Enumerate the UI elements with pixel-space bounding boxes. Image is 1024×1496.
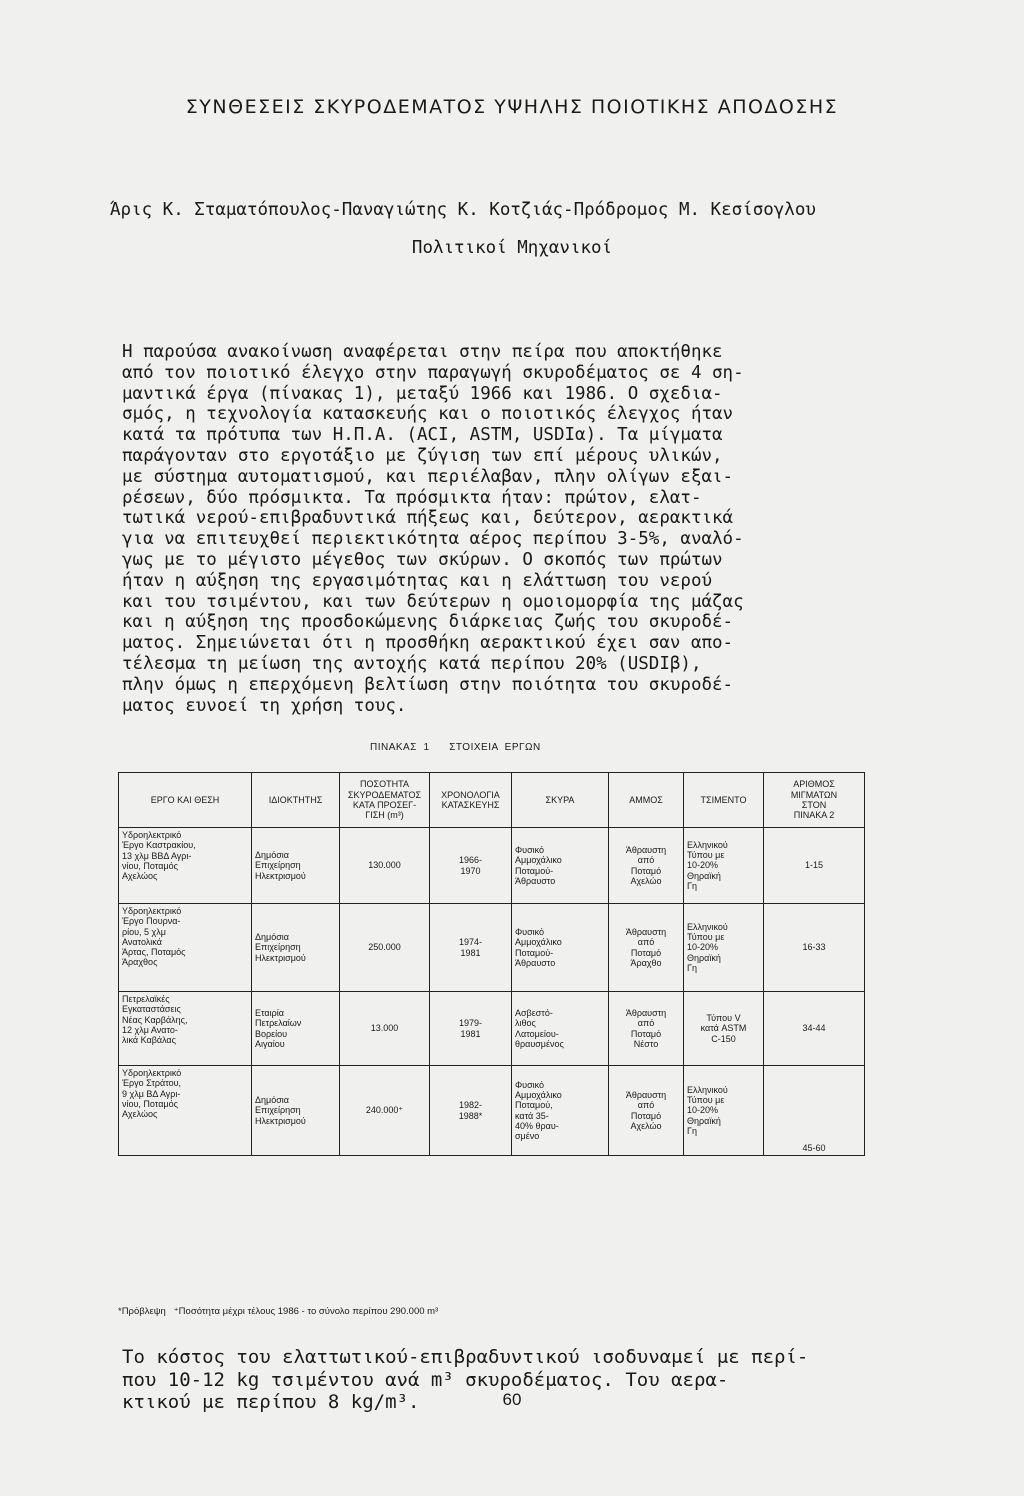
cement-cell: Τύπου V κατά ASTM C-150 xyxy=(684,992,764,1066)
mixes-cell: 1-15 xyxy=(764,828,865,904)
paper-title: ΣΥΝΘΕΣΕΙΣ ΣΚΥΡΟΔΕΜΑΤΟΣ ΥΨΗΛΗΣ ΠΟΙΟΤΙΚΗΣ ΑΠΟΔΟΣΗΣ xyxy=(185,96,839,118)
paragraph-line: ματος ευνοεί τη χρήση τους. xyxy=(122,695,407,716)
sand-cell: Άθραυστη από Ποταμό Αχελώο xyxy=(609,1066,684,1156)
paragraph-line: κτικού με περίπου 8 kg/m³. xyxy=(122,1391,420,1413)
aggregate-cell: Φυσικό Αμμοχάλικο Ποταμού- Άθραυστο xyxy=(512,904,609,992)
paragraph-line: ματος. Σημειώνεται ότι η προσθήκη αερακτικού έχει σαν απο- xyxy=(122,633,734,654)
cement-cell: Ελληνικού Τύπου με 10-20% Θηραϊκή Γη xyxy=(684,904,764,992)
sand-cell: Άθραυστη από Ποταμό Αχελώο xyxy=(609,828,684,904)
paragraph-line: ήταν η αύξηση της εργασιμότητας και η ελάττωση του νερού xyxy=(122,570,713,591)
paragraph-line: και η αύξηση της προσδοκώμενης διάρκειας ζωής του σκυροδέ- xyxy=(122,612,734,633)
table-footnote: *Πρόβλεψη ⁺Ποσότητα μέχρι τέλους 1986 - το σύνολο περίπου 290.000 m³ xyxy=(118,1306,439,1317)
body-paragraph-1 xyxy=(122,342,882,716)
column-header: ΑΜΜΟΣ xyxy=(609,773,684,828)
work-cell: Υδροηλεκτρικό Έργο Στράτου, 9 χλμ ΒΔ Αγρι- νίου, Ποταμός Αχελώος xyxy=(119,1066,252,1156)
paragraph-line: τέλεσμα τη μείωση της αντοχής κατά περίπου 20% (USDIβ), xyxy=(122,653,702,674)
paragraph-line: και του τσιμέντου, και των δεύτερων η ομοιομορφία της μάζας xyxy=(122,591,744,612)
sand-cell: Άθραυστη από Ποταμό Νέστο xyxy=(609,992,684,1066)
mixes-cell: 34-44 xyxy=(764,992,865,1066)
authors-line: Άρις Κ. Σταματόπουλος-Παναγιώτης Κ. Κοτζιάς-Πρόδρομος Μ. Κεσίσογλου xyxy=(110,200,816,220)
column-header: ΑΡΙΘΜΟΣ ΜΙΓΜΑΤΩΝ ΣΤΟΝ ΠΙΝΑΚΑ 2 xyxy=(764,773,865,828)
quantity-cell: 240.000⁺ xyxy=(340,1066,430,1156)
sand-cell: Άθραυστη από Ποταμό Άραχθο xyxy=(609,904,684,992)
column-header: ΤΣΙΜΕΝΤΟ xyxy=(684,773,764,828)
quantity-cell: 130.000 xyxy=(340,828,430,904)
paragraph-line: παράγονταν στο εργοτάξιο με ζύγιση των επί μέρους υλικών, xyxy=(122,445,723,466)
column-header: ΕΡΓΟ ΚΑΙ ΘΕΣΗ xyxy=(119,773,252,828)
table-title: ΠΙΝΑΚΑΣ 1 ΣΤΟΙΧΕΙΑ ΕΡΓΩΝ xyxy=(370,742,541,753)
work-cell: Υδροηλεκτρικό Έργο Πουρνα- ρίου, 5 χλμ Ανατολικά Άρτας, Ποταμός Άραχθος xyxy=(119,904,252,992)
paragraph-line: σμός, η τεχνολογία κατασκευής και ο ποιοτικός έλεγχος ήταν xyxy=(122,404,734,425)
aggregate-cell: Ασβεστό- λιθος Λατομείου- θραυσμένος xyxy=(512,992,609,1066)
table-row xyxy=(119,904,865,992)
owner-cell: Δημόσια Επιχείρηση Ηλεκτρισμού xyxy=(252,904,340,992)
column-header: ΙΔΙΟΚΤΗΤΗΣ xyxy=(252,773,340,828)
works-table xyxy=(118,772,865,1156)
paragraph-line: κατά τα πρότυπα των Η.Π.Α. (ACI, ASTM, USDIα). Τα μίγματα xyxy=(122,425,723,446)
cement-cell: Ελληνικού Τύπου με 10-20% Θηραϊκή Γη xyxy=(684,1066,764,1156)
owner-cell: Δημόσια Επιχείρηση Ηλεκτρισμού xyxy=(252,828,340,904)
paragraph-line: τωτικά νερού-επιβραδυντικά πήξεως και, δεύτερον, αερακτικά xyxy=(122,508,734,529)
table-header-row xyxy=(119,773,865,828)
mixes-cell: 45-60 xyxy=(764,1066,865,1156)
work-cell: Υδροηλεκτρικό Έργο Καστρακίου, 13 χλμ ΒΒΔ Αγρι- νίου, Ποταμός Αχελώος xyxy=(119,828,252,904)
quantity-cell: 250.000 xyxy=(340,904,430,992)
paragraph-line: μαντικά έργα (πίνακας 1), μεταξύ 1966 και 1986. Ο σχεδια- xyxy=(122,383,723,404)
page-number: 60 xyxy=(502,1390,522,1409)
paragraph-line: Η παρούσα ανακοίνωση αναφέρεται στην πείρα που αποκτήθηκε xyxy=(122,342,723,362)
paragraph-line: γως με το μέγιστο μέγεθος των σκύρων. Ο σκοπός των πρώτων xyxy=(122,549,723,570)
column-header: ΧΡΟΝΟΛΟΓΙΑ ΚΑΤΑΣΚΕΥΗΣ xyxy=(430,773,512,828)
cement-cell: Ελληνικού Τύπου με 10-20% Θηραϊκή Γη xyxy=(684,828,764,904)
paragraph-line: με σύστημα αυτοματισμού, και περιέλαβαν, πλην ολίγων εξαι- xyxy=(122,466,734,487)
date-cell: 1979- 1981 xyxy=(430,992,512,1066)
date-cell: 1974- 1981 xyxy=(430,904,512,992)
work-cell: Πετρελαϊκές Εγκαταστάσεις Νέας Καρβάλης, 12 χλμ Ανατο- λικά Καβάλας xyxy=(119,992,252,1066)
date-cell: 1966- 1970 xyxy=(430,828,512,904)
paragraph-line: Το κόστος του ελαττωτικού-επιβραδυντικού ισοδυναμεί με περί- xyxy=(122,1346,809,1368)
paragraph-line: πλην όμως η επερχόμενη βελτίωση στην ποιότητα του σκυροδέ- xyxy=(122,674,734,695)
paragraph-line: ρέσεων, δύο πρόσμικτα. Τα πρόσμικτα ήταν: πρώτον, ελατ- xyxy=(122,487,702,508)
aggregate-cell: Φυσικό Αμμοχάλικο Ποταμού- Άθραυστο xyxy=(512,828,609,904)
mixes-cell: 16-33 xyxy=(764,904,865,992)
owner-cell: Δημόσια Επιχείρηση Ηλεκτρισμού xyxy=(252,1066,340,1156)
date-cell: 1982- 1988* xyxy=(430,1066,512,1156)
quantity-cell: 13.000 xyxy=(340,992,430,1066)
paragraph-line: για να επιτευχθεί περιεκτικότητα αέρος περίπου 3-5%, αναλό- xyxy=(122,529,744,550)
table-row xyxy=(119,992,865,1066)
table-row xyxy=(119,1066,865,1156)
affiliation: Πολιτικοί Μηχανικοί xyxy=(411,238,613,258)
owner-cell: Εταιρία Πετρελαίων Βορείου Αιγαίου xyxy=(252,992,340,1066)
paragraph-line: που 10-12 kg τσιμέντου ανά m³ σκυροδέματος. Του αερα- xyxy=(122,1368,729,1391)
column-header: ΣΚΥΡΑ xyxy=(512,773,609,828)
column-header: ΠΟΣΟΤΗΤΑ ΣΚΥΡΟΔΕΜΑΤΟΣ ΚΑΤΑ ΠΡΟΣΕΓ- ΓΙΣΗ (m³) xyxy=(340,773,430,828)
paragraph-line: από τον ποιοτικό έλεγχο στην παραγωγή σκυροδέματος σε 4 ση- xyxy=(122,362,744,383)
aggregate-cell: Φυσικό Αμμοχάλικο Ποταμού, κατά 35- 40% θραυ- σμένο xyxy=(512,1066,609,1156)
table-row xyxy=(119,828,865,904)
